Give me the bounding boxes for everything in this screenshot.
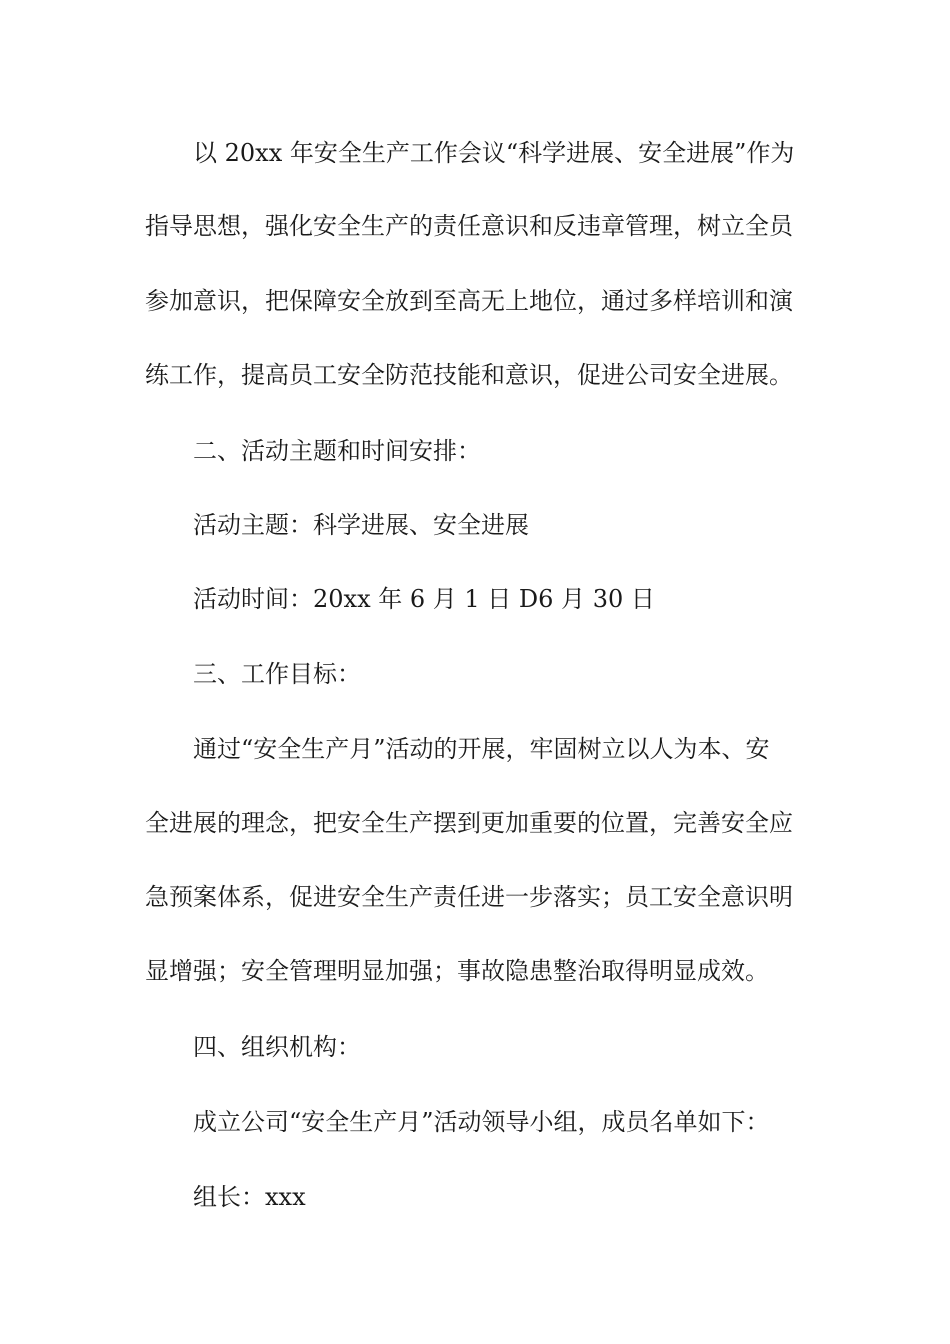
paragraph-2-line-1: 通过“安全生产月”活动的开展，牢固树立以人为本、安 [193,735,770,763]
paragraph-2-line-4: 显增强；安全管理明显加强；事故隐患整治取得明显成效。 [145,957,769,985]
section-heading-3: 三、工作目标： [193,660,361,688]
paragraph-2-line-2: 全进展的理念，把安全生产摆到更加重要的位置，完善安全应 [145,809,793,837]
paragraph-1-line-4: 练工作，提高员工安全防范技能和意识，促进公司安全进展。 [145,361,793,389]
paragraph-1-line-3: 参加意识，把保障安全放到至高无上地位，通过多样培训和演 [145,287,793,315]
paragraph-2-line-3: 急预案体系，促进安全生产责任进一步落实；员工安全意识明 [145,883,793,911]
organization-line: 成立公司“安全生产月”活动领导小组，成员名单如下： [193,1108,770,1136]
paragraph-1-line-2: 指导思想，强化安全生产的责任意识和反违章管理，树立全员 [145,212,793,240]
leader-line: 组长：xxx [193,1183,306,1211]
paragraph-1-line-1: 以 20xx 年安全生产工作会议“科学进展、安全进展”作为 [193,139,795,167]
activity-time-line: 活动时间：20xx 年 6 月 1 日 D6 月 30 日 [193,585,655,613]
section-heading-2: 二、活动主题和时间安排： [193,437,481,465]
section-heading-4: 四、组织机构： [193,1033,361,1061]
activity-theme-line: 活动主题：科学进展、安全进展 [193,511,529,539]
